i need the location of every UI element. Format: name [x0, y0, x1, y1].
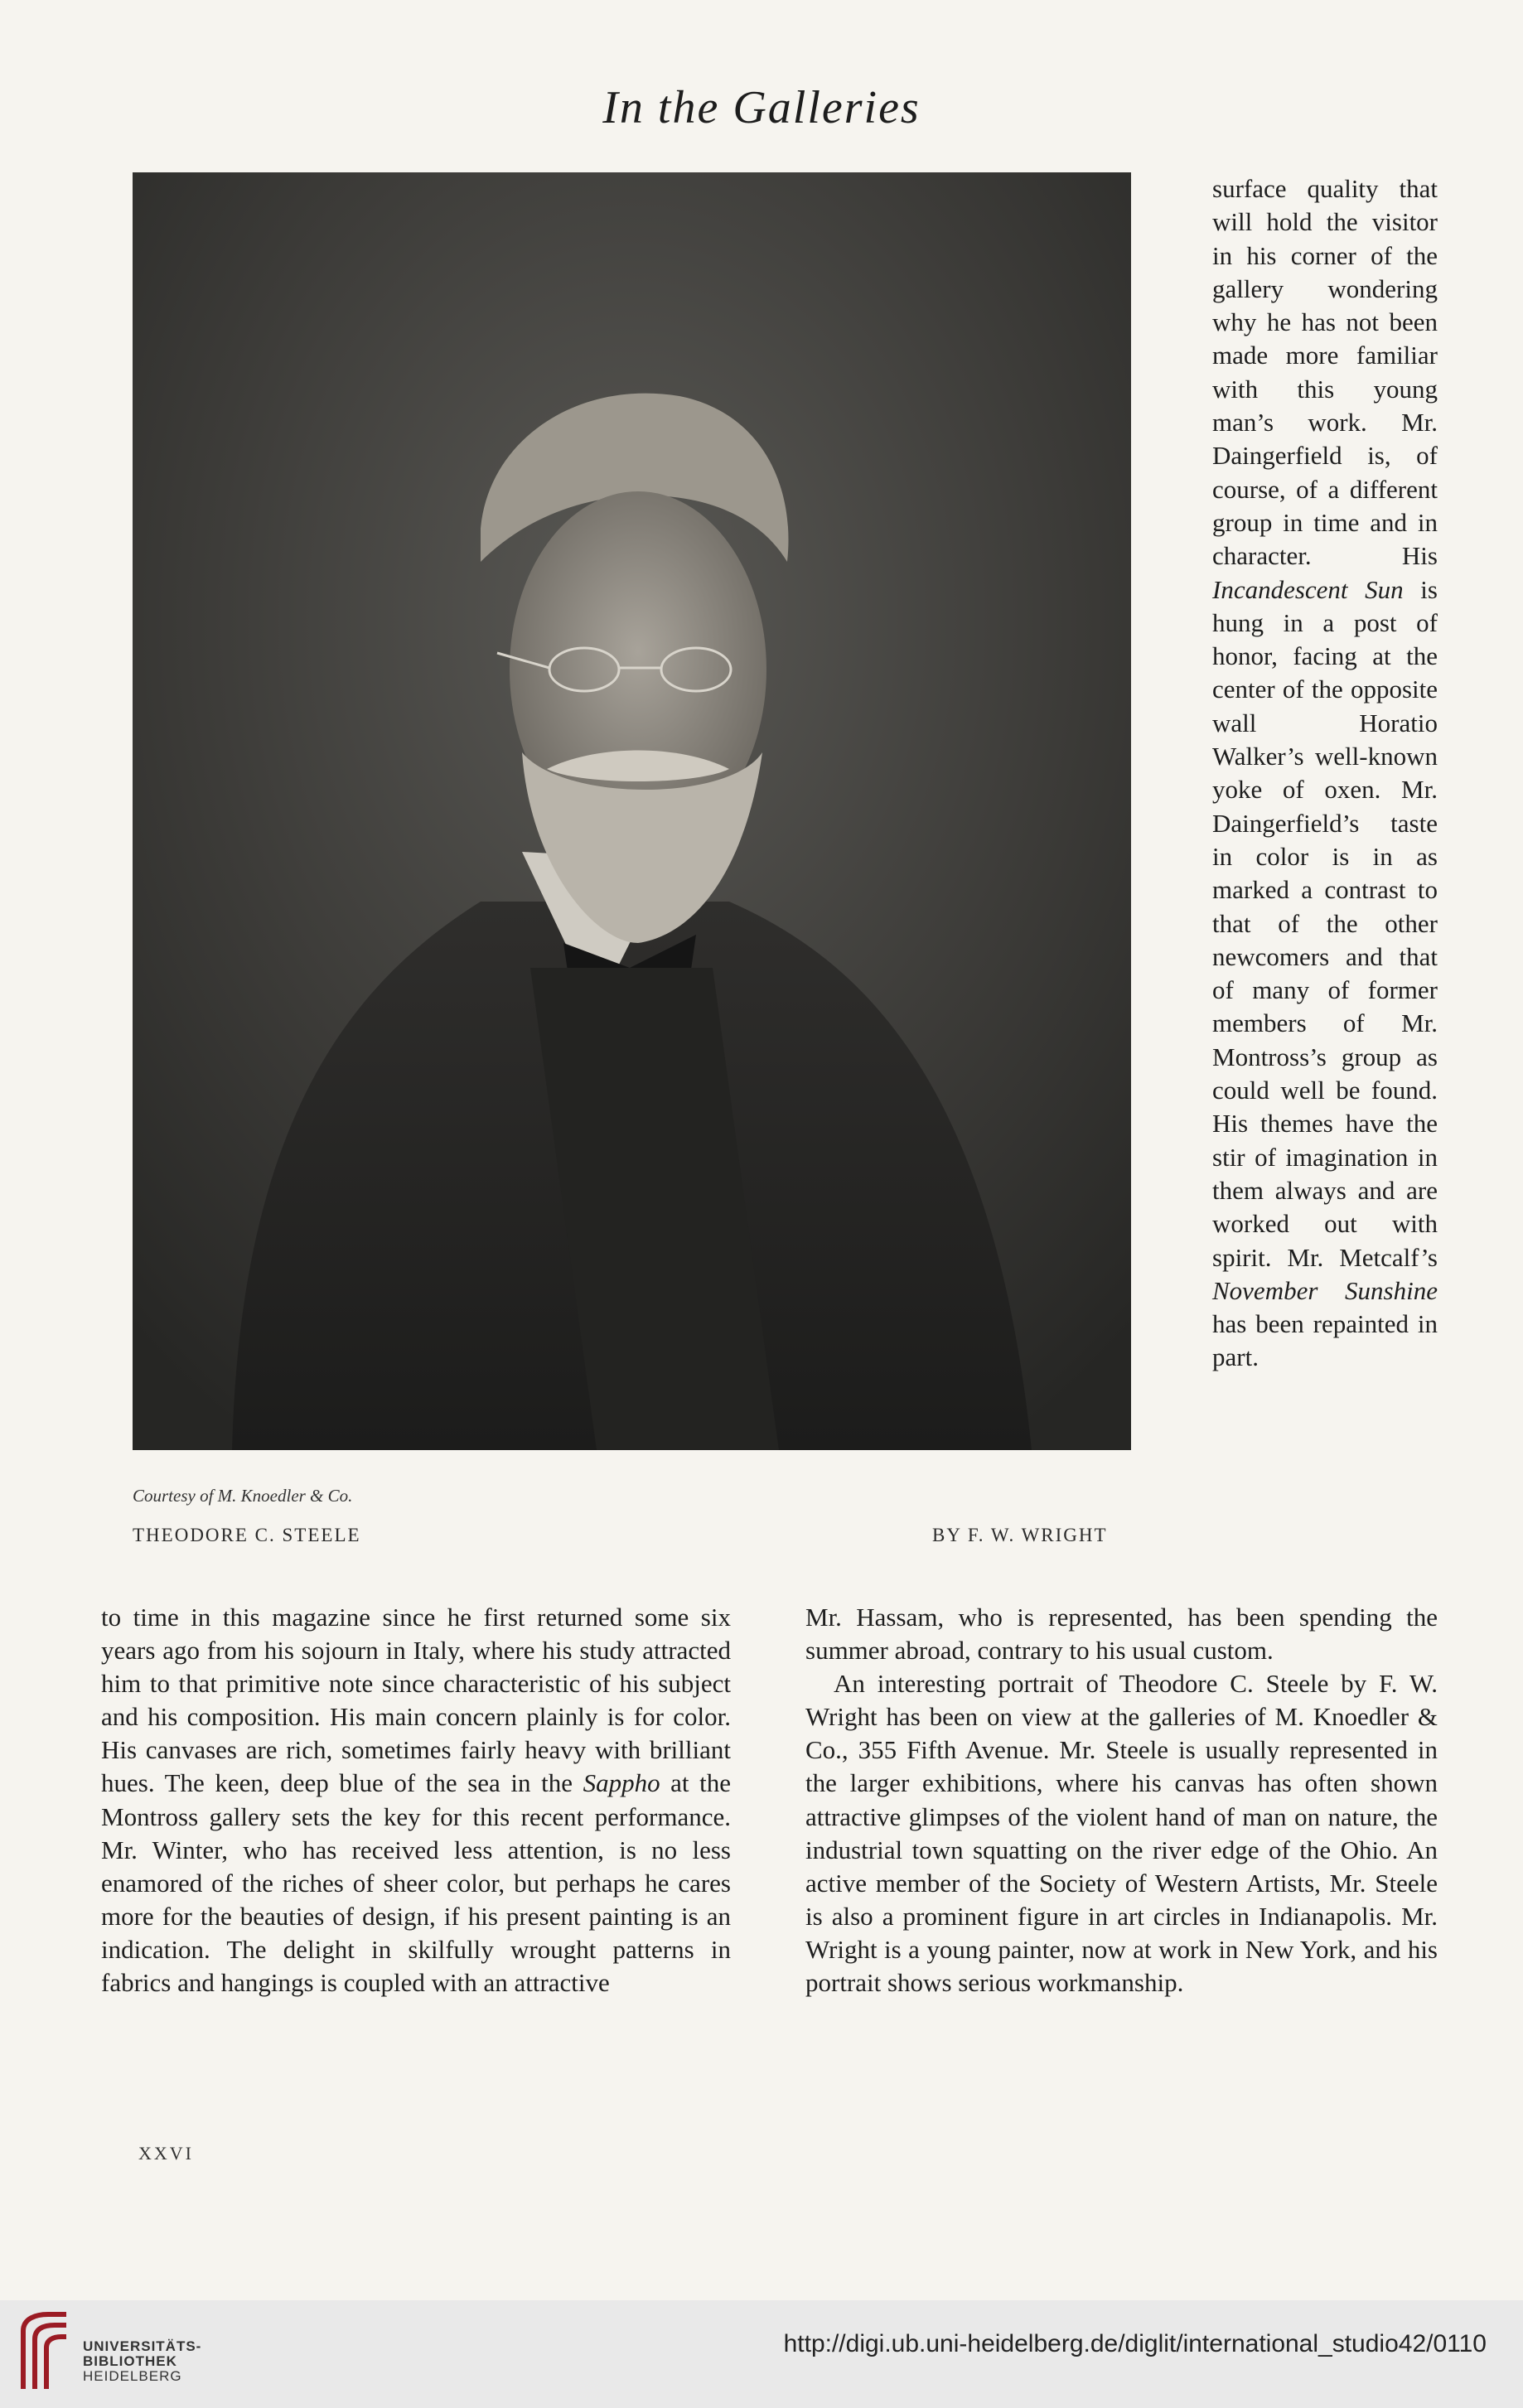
- artwork-title: Sappho: [583, 1768, 660, 1798]
- caption-artist: BY F. W. WRIGHT: [932, 1525, 1108, 1545]
- page-number: XXVI: [138, 2143, 194, 2164]
- portrait-photograph: [133, 172, 1131, 1450]
- artwork-title: November Sunshine: [1212, 1275, 1438, 1305]
- right-text-column: [805, 1601, 1438, 1999]
- library-name-line: UNIVERSITÄTS-: [83, 2338, 202, 2354]
- text-span: has been repainted in part.: [1212, 1309, 1438, 1372]
- text-span: is hung in a post of honor, facing at the center of the opposite wall Horatio Walker’s well-known yoke of oxen. Mr. Daingerfield’s taste in color is in as marked a contrast to that of the other newcomers and that of many of former members of Mr. Montross’s group as could well be found. His themes have the stir of imagination in them always and are worked out with spirit. Mr. Metcalf’s: [1212, 574, 1438, 1272]
- library-logo-icon: [15, 2310, 75, 2397]
- narrow-text-column: [1212, 172, 1438, 1375]
- photo-credit: Courtesy of M. Knoedler & Co.: [133, 1486, 353, 1506]
- text-span: to time in this magazine since he first returned some six years ago from his sojourn in Italy, where his study attracted him to that primitive note since characteristic of his subject and his composition. His main concern plainly is for color. His canvases are rich, sometimes fairly heavy with brilliant hues. The keen, deep blue of the sea in the: [101, 1603, 731, 1798]
- running-head: In the Galleries: [602, 82, 921, 133]
- text-span: at the Montross gallery sets the key for this recent performance. Mr. Winter, who has received less attention, is no less enamored of the riches of sheer color, but perhaps he cares more for the beauties of design, if his present painting is an indication. The delight in skilfully wrought patterns in fabrics and hangings is coupled with an attractive: [101, 1768, 731, 1998]
- paragraph: [101, 1601, 731, 1999]
- library-name-line: HEIDELBERG: [83, 2368, 182, 2384]
- left-text-column: [101, 1601, 731, 1999]
- source-url-link[interactable]: http://digi.ub.uni-heidelberg.de/diglit/international_studio42/0110: [783, 2330, 1487, 2357]
- caption-subject: THEODORE C. STEELE: [133, 1525, 361, 1545]
- paragraph: An interesting portrait of Theodore C. Steele by F. W. Wright has been on view at the galleries of M. Knoedler & Co., 355 Fifth Avenue. Mr. Steele is usually represented in the larger exhibitions, where his canvas has often shown attractive glimpses of the violent hand of man on nature, the industrial town squatting on the river edge of the Ohio. An active member of the Society of Western Artists, Mr. Steele is also a prominent figure in art circles in Indianapolis. Mr. Wright is a young painter, now at work in New York, and his portrait shows serious workmanship.: [805, 1669, 1438, 1998]
- library-name: [83, 2339, 201, 2384]
- paragraph: Mr. Hassam, who is represented, has been spending the summer abroad, contrary to his usual custom.: [805, 1603, 1438, 1666]
- text-span: surface quality that will hold the visitor in his corner of the gallery wondering why he has not been made more familiar with this young man’s work. Mr. Daingerfield is, of course, of a different group in time and in character. His: [1212, 174, 1438, 571]
- artwork-title: Incandescent Sun: [1212, 574, 1404, 604]
- library-name-line: BIBLIOTHEK: [83, 2353, 177, 2369]
